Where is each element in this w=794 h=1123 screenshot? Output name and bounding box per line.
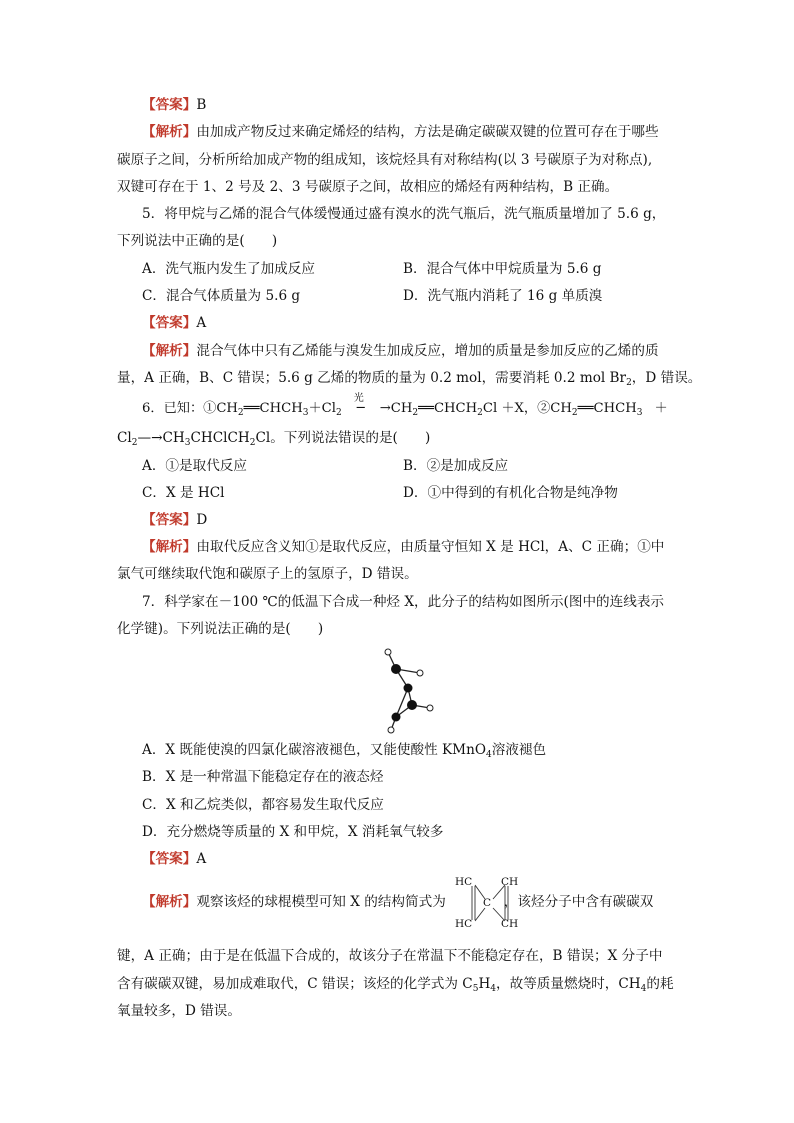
answer-tag: 【答案】	[142, 512, 197, 528]
q5-option-b: B．混合气体中甲烷质量为 5.6 g	[403, 261, 602, 277]
formula-hc-top-left: HC	[455, 876, 473, 888]
q4-analysis-line-2: 碳原子之间，分析所给加成产物的组成知，该烷烃具有对称结构(以 3 号碳原子为对称点),	[117, 152, 653, 168]
q7-analysis-text-3c: ，故等质量燃烧时，CH	[496, 976, 641, 992]
q7-option-c: C．X 和乙烷类似，都容易发生取代反应	[142, 797, 384, 813]
q6-text: Cl ＋X，②CH	[482, 401, 572, 416]
hydrogen-atom	[417, 670, 423, 676]
q6-text: ══CHCH	[243, 401, 303, 416]
q6-text: ══CHCH	[577, 401, 637, 416]
q7-analysis-line-4: 氧量较多，D 错误。	[117, 1003, 241, 1019]
q4-answer-line	[142, 95, 206, 115]
carbon-atom	[392, 713, 401, 722]
q5-analysis-text-2b: ，D 错误。	[631, 370, 702, 386]
q5-answer: A	[196, 315, 207, 331]
q7-option-b: B．X 是一种常温下能稳定存在的液态烃	[142, 769, 384, 785]
light-arrow: 光 ─	[342, 399, 380, 419]
formula-ch-top-right: CH	[501, 876, 519, 888]
ball-stick-model-figure	[375, 644, 445, 736]
q5-option-c: C．混合气体质量为 5.6 g	[142, 288, 301, 304]
formula-c-center: C	[483, 897, 492, 909]
q6-text: CHClCH	[190, 430, 250, 446]
q5-stem-line-1: 5．将甲烷与乙烯的混合气体缓慢通过盛有溴水的洗气瓶后，洗气瓶质量增加了 5.6 g，	[142, 206, 666, 222]
q5-stem-line-2: 下列说法中正确的是( )	[117, 233, 278, 249]
q7-analysis-text-3a: 含有碳碳双键，易加成难取代，C 错误；该烃的化学式为 C	[117, 976, 473, 992]
subscript: 4	[640, 984, 647, 994]
q7-stem-line-2: 化学键)。下列说法正确的是( )	[117, 621, 324, 637]
q4-analysis-line-3: 双键可存在于 1、2 号及 2、3 号碳原子之间，故相应的烯烃有两种结构，B 正确。	[117, 179, 619, 195]
q5-analysis-line-2	[117, 368, 701, 393]
q5-option-d: D．洗气瓶内消耗了 16 g 单质溴	[403, 288, 603, 304]
q6-stem-line-2	[117, 428, 430, 453]
q5-answer-line	[142, 313, 206, 333]
q4-analysis-line-1	[142, 122, 659, 142]
q4-answer: B	[196, 97, 207, 113]
q6-text: ＋Cl	[308, 401, 336, 416]
q6-text: →CH	[379, 401, 413, 416]
q7-analysis-line-2: 键，A 正确；由于是在低温下合成的，故该分子在常温下不能稳定存在，B 错误；X 分子中	[117, 948, 663, 964]
q7-analysis-text-1b: ，该烃分子中含有碳碳双	[503, 894, 654, 910]
q5-option-a: A．洗气瓶内发生了加成反应	[142, 261, 315, 277]
analysis-tag: 【解析】	[142, 343, 197, 359]
subscript: 2	[571, 408, 578, 418]
subscript: 2	[626, 378, 632, 388]
subscript: 2	[412, 408, 419, 418]
subscript: 3	[636, 408, 643, 418]
hydrogen-atom	[385, 649, 391, 655]
formula-ch-bottom-right: CH	[501, 918, 519, 930]
answer-tag: 【答案】	[142, 851, 197, 867]
q5-analysis-text-1: 混合气体中只有乙烯能与溴发生加成反应，增加的质量是参加反应的乙烯的质	[196, 343, 659, 359]
analysis-tag: 【解析】	[142, 894, 197, 910]
q6-analysis-line-2: 氯气可继续取代饱和碳原子上的氢原子，D 错误。	[117, 566, 418, 582]
q7-option-a-text-end: 溶液褪色	[491, 742, 547, 758]
subscript: 3	[302, 408, 309, 418]
q7-analysis-text-1a: 观察该烃的球棍模型可知 X 的结构简式为	[196, 894, 446, 910]
q7-analysis-line-3	[117, 974, 674, 999]
subscript: 2	[237, 408, 244, 418]
q6-text: ＋	[654, 401, 668, 416]
subscript: 2	[477, 408, 483, 418]
light-label: 光	[353, 393, 364, 404]
q6-text: Cl	[117, 430, 132, 446]
q7-analysis-line-1	[142, 892, 653, 912]
q7-stem-line-1: 7．科学家在－100 ℃的低温下合成一种烃 X，此分子的结构如图所示(图中的连线表示	[142, 594, 665, 610]
q7-analysis-text-3d: 的耗	[646, 976, 674, 992]
q7-answer-line	[142, 849, 206, 869]
subscript: 4	[490, 984, 497, 994]
q7-answer: A	[196, 851, 207, 867]
q6-option-a: A．①是取代反应	[142, 458, 247, 474]
carbon-atom	[391, 664, 401, 674]
subscript: 2	[249, 438, 256, 448]
carbon-atom	[404, 684, 413, 693]
q7-option-a-text: A．X 既能使溴的四氯化碳溶液褪色，又能使酸性 KMnO	[142, 742, 486, 758]
q6-analysis-line-1	[142, 537, 664, 557]
carbon-atom	[407, 700, 417, 710]
q7-option-d: D．充分燃烧等质量的 X 和甲烷，X 消耗氧气较多	[142, 824, 444, 840]
q6-option-c: C．X 是 HCl	[142, 485, 225, 501]
subscript: 2	[131, 438, 138, 448]
subscript: 4	[485, 750, 492, 760]
q4-analysis-text-1: 由加成产物反过来确定烯烃的结构，方法是确定碳碳双键的位置可存在于哪些	[196, 124, 659, 140]
q7-option-a	[142, 740, 546, 765]
q6-text: 6．已知：①CH	[142, 401, 238, 416]
hydrogen-atom	[427, 705, 433, 711]
q6-option-b: B．②是加成反应	[403, 458, 509, 474]
subscript: 5	[472, 984, 479, 994]
q6-text: —→CH	[137, 430, 185, 446]
q6-analysis-text-1: 由取代反应含义知①是取代反应，由质量守恒知 X 是 HCl，A、C 正确；①中	[196, 539, 665, 555]
q6-answer-line	[142, 510, 207, 530]
answer-tag: 【答案】	[142, 315, 197, 331]
analysis-tag: 【解析】	[142, 539, 197, 555]
answer-tag: 【答案】	[142, 97, 197, 113]
q7-analysis-text-3b: H	[478, 976, 491, 992]
q5-analysis-line-1	[142, 341, 659, 361]
q6-option-d: D．①中得到的有机化合物是纯净物	[403, 485, 618, 501]
formula-hc-bottom-left: HC	[455, 918, 473, 930]
q6-stem-line-1	[142, 393, 668, 423]
analysis-tag: 【解析】	[142, 124, 197, 140]
q6-answer: D	[196, 512, 208, 528]
hydrogen-atom	[388, 727, 394, 733]
q6-text: Cl。下列说法错误的是( )	[255, 430, 431, 446]
subscript: 3	[184, 438, 191, 448]
subscript: 2	[335, 408, 342, 418]
q6-text: ══CHCH	[418, 401, 478, 416]
q5-analysis-text-2a: 量，A 正确，B、C 错误；5.6 g 乙烯的物质的量为 0.2 mol，需要消耗 0.2 mol Br	[117, 370, 627, 386]
